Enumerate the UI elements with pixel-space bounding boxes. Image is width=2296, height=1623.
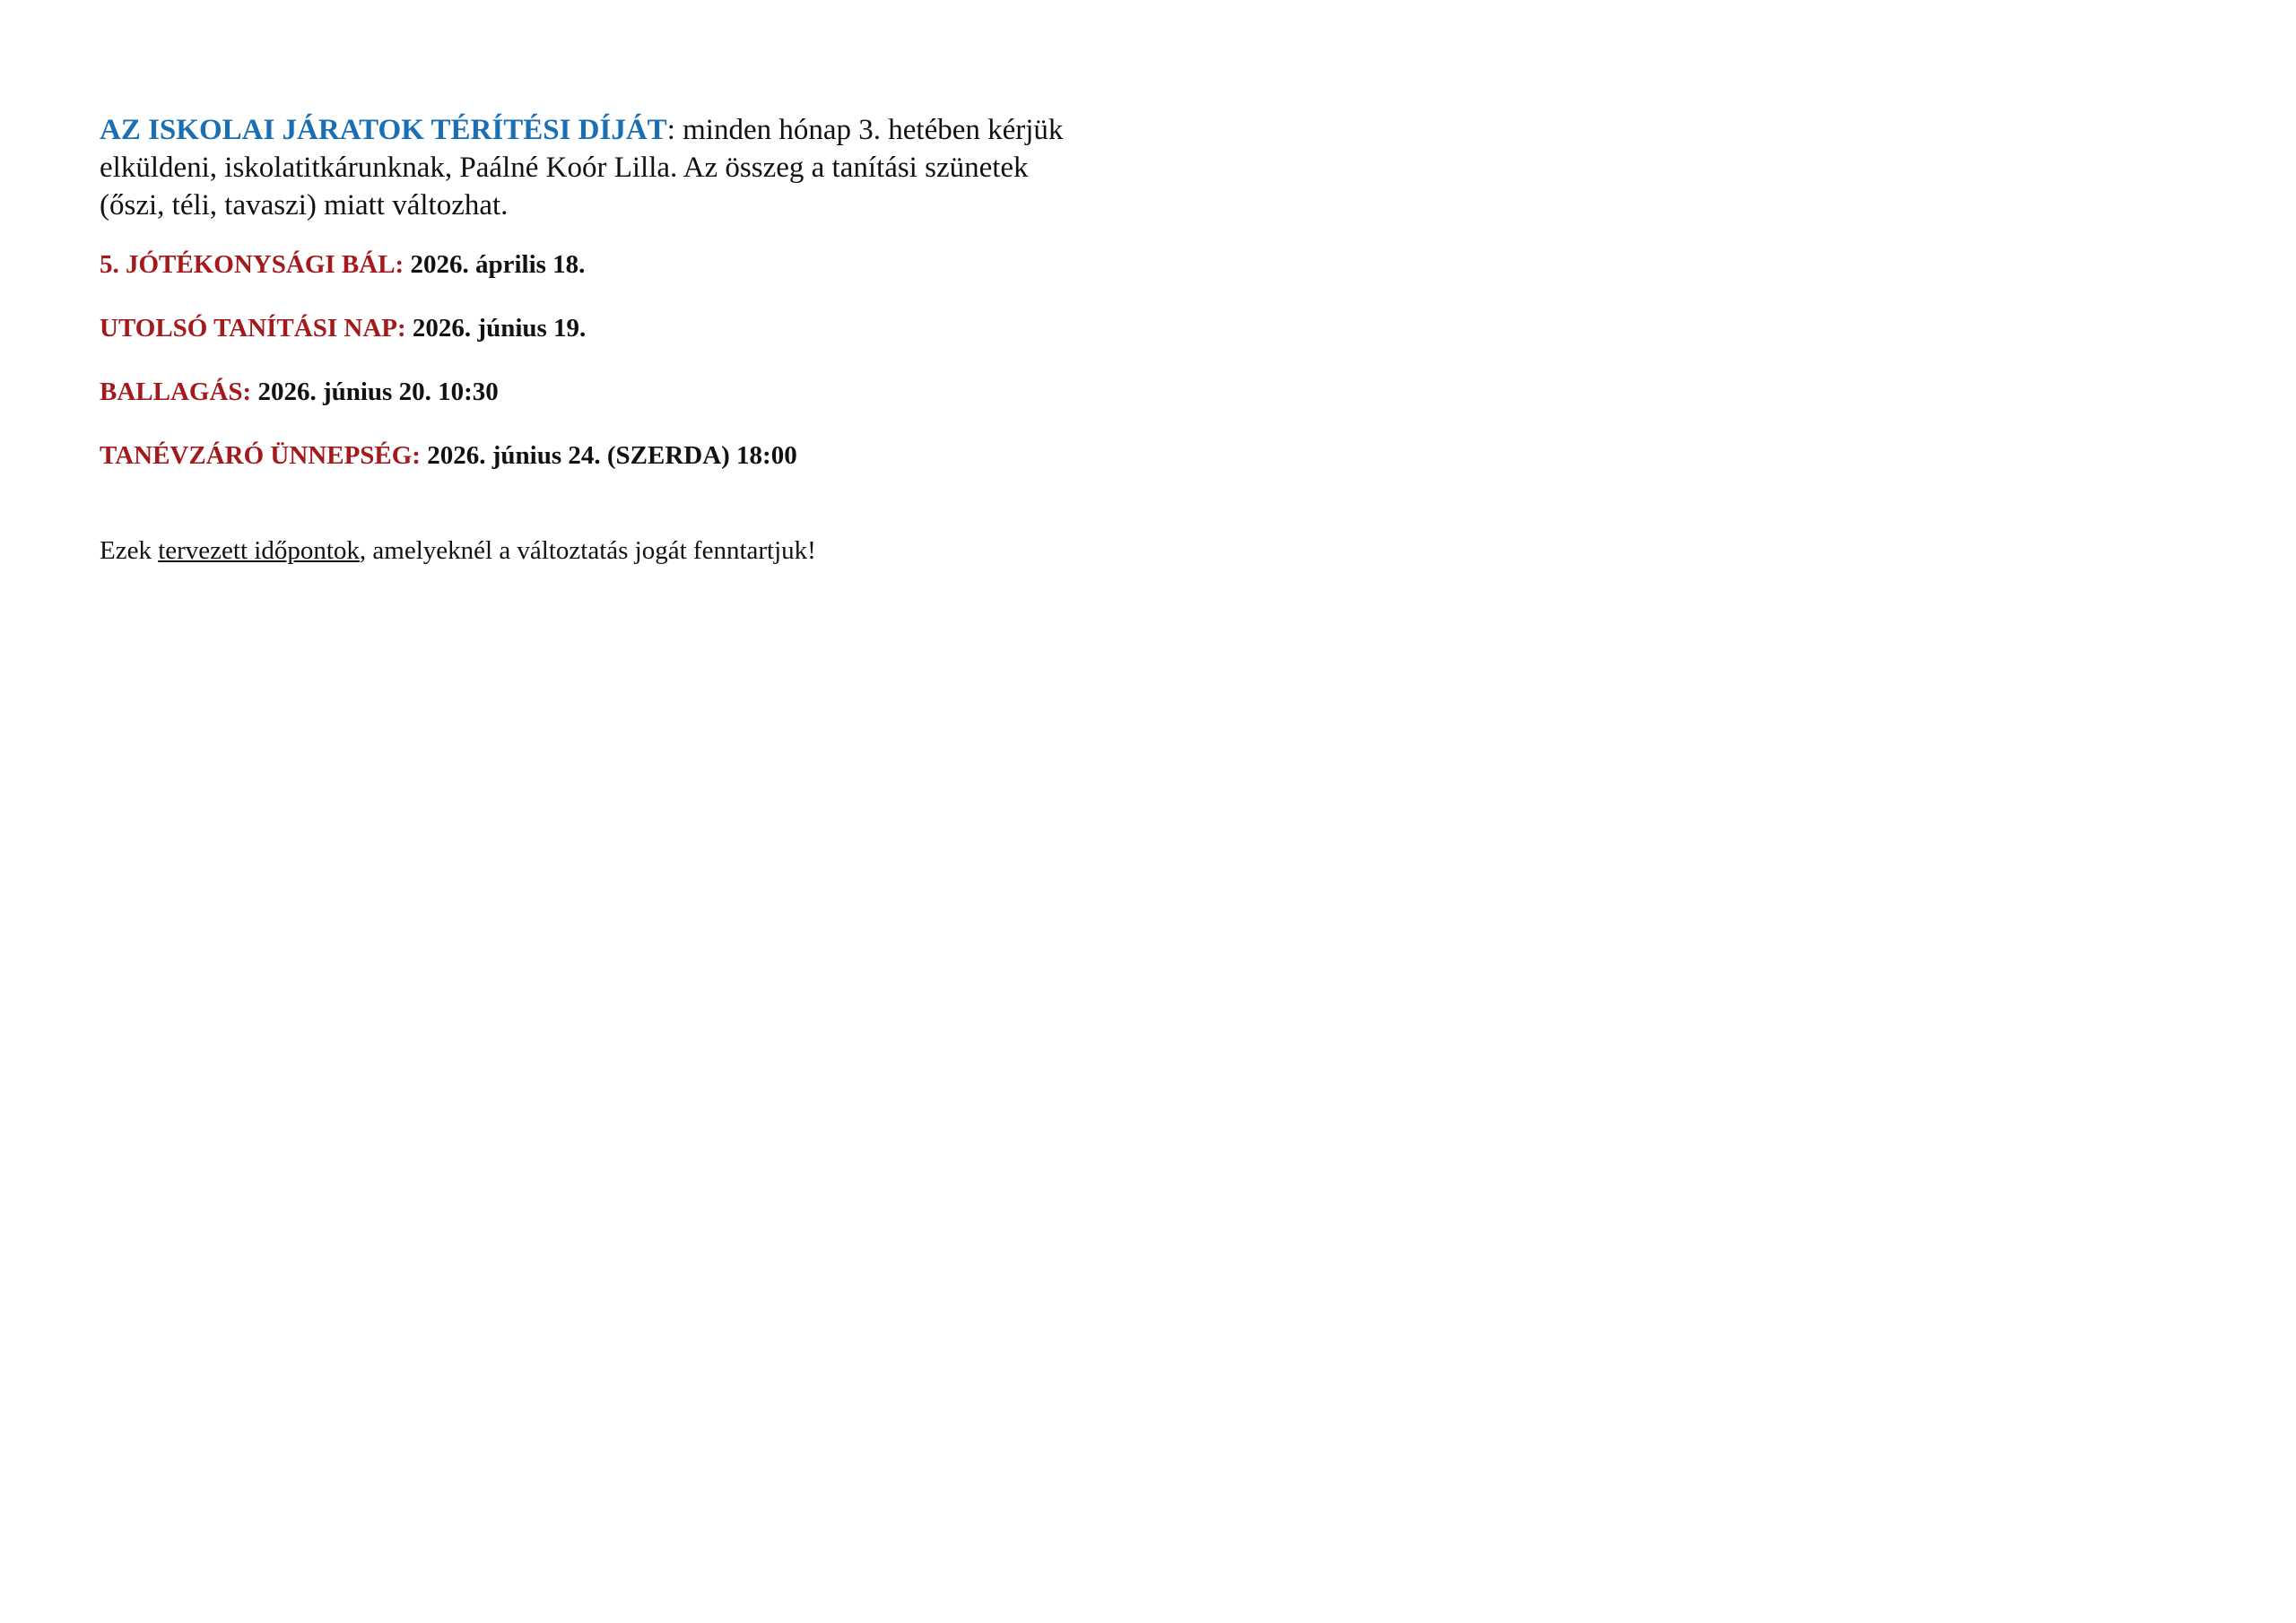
school-bus-fee-text-line3: (őszi, téli, tavaszi) miatt változhat. [100,189,509,221]
disclaimer-note [100,535,1131,566]
document-content [100,111,1131,566]
event-date: 2026. június 24. (SZERDA) 18:00 [427,441,797,470]
note-underlined: tervezett időpontok [158,536,360,565]
school-bus-fee-heading: AZ ISKOLAI JÁRATOK TÉRÍTÉSI DÍJÁT [100,114,667,146]
event-date: 2026. június 19. [412,314,587,343]
event-graduation [100,377,1131,407]
note-prefix: Ezek [100,536,159,565]
event-closing-ceremony [100,440,1131,471]
event-date: 2026. június 20. 10:30 [257,378,499,406]
event-label: BALLAGÁS: [100,378,252,406]
school-bus-fee-text-line1: : minden hónap 3. hetében kérjük [666,114,1064,146]
school-bus-fee-paragraph [100,111,1131,224]
event-label: TANÉVZÁRÓ ÜNNEPSÉG: [100,441,421,470]
event-charity-ball [100,249,1131,280]
event-label: 5. JÓTÉKONYSÁGI BÁL: [100,250,404,279]
note-suffix: , amelyeknél a változtatás jogát fenntartjuk! [359,536,816,565]
event-date: 2026. április 18. [410,250,586,279]
event-last-school-day [100,313,1131,343]
school-bus-fee-text-line2: elküldeni, iskolatitkárunknak, Paálné Koór Lilla. Az összeg a tanítási szünetek [100,152,1029,184]
event-label: UTOLSÓ TANÍTÁSI NAP: [100,314,406,343]
